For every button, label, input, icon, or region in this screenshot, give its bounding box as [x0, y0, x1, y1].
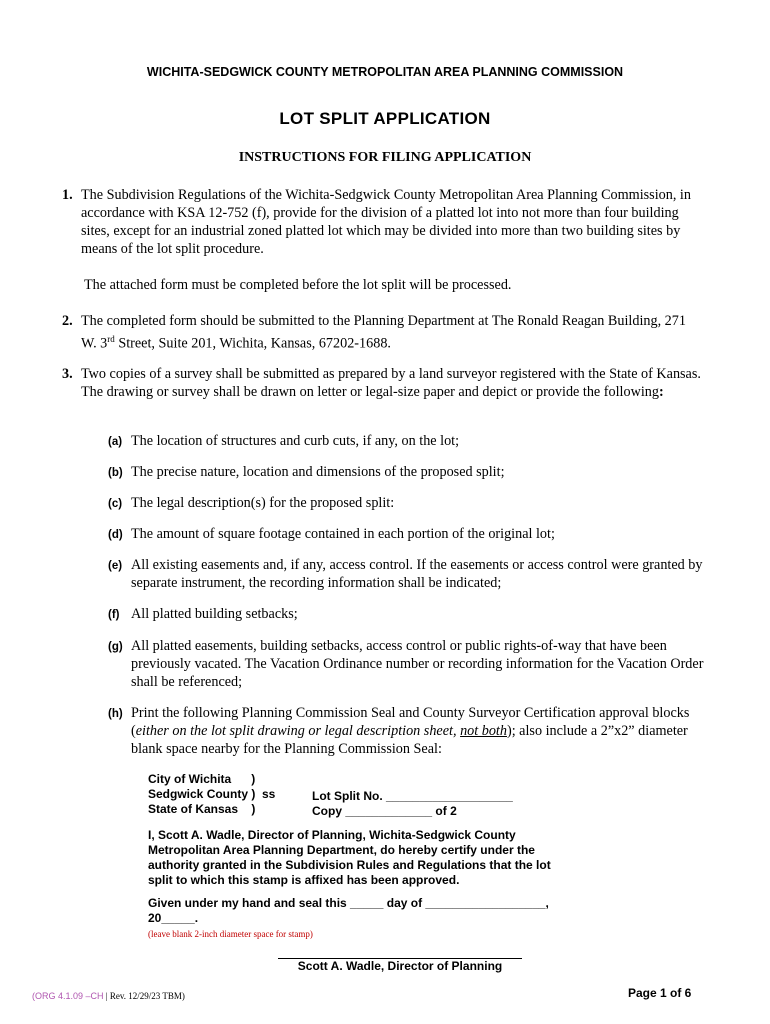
- instruction-item-3: [62, 365, 702, 401]
- sub-item-italic-text: either on the lot split drawing or legal description sheet,: [135, 723, 461, 739]
- sub-item-text: All platted easements, building setbacks, access control or public rights-of-way that have been previously vacated. The Vacation Ordinance number or recording information for the Vacation Order shall be referenced;: [131, 638, 704, 690]
- sub-item-text: All platted building setbacks;: [131, 606, 298, 622]
- certification-statement: I, Scott A. Wadle, Director of Planning, Wichita-Sedgwick County Metropolitan Area Planning Department, do hereby certify under the authority granted in the Subdivision Rules and Regulations that the lot split to which this stamp is affixed has been approved.: [148, 828, 551, 887]
- sub-item-label: (e): [108, 560, 123, 572]
- sub-item-label: (h): [108, 708, 123, 720]
- jurisdiction-line-city: City of Wichita ): [148, 772, 256, 786]
- given-date-line: Given under my hand and seal this _____ day of __________________,: [148, 896, 549, 910]
- lot-split-number-field: Lot Split No. ___________________: [312, 789, 513, 803]
- copy-number-field: Copy _____________ of 2: [312, 804, 457, 818]
- form-code-footer: [32, 991, 185, 1001]
- jurisdiction-line-state: State of Kansas ): [148, 802, 256, 816]
- sub-item-text: The location of structures and curb cuts, if any, on the lot;: [131, 433, 460, 449]
- given-year-line: 20_____.: [148, 911, 199, 925]
- instructions-heading: INSTRUCTIONS FOR FILING APPLICATION: [238, 150, 532, 165]
- sub-item-b: [108, 463, 708, 481]
- sub-item-text: [131, 704, 708, 758]
- item-text-part: Two copies of a survey shall be submitted as prepared by a land surveyor registered with the State of Kansas. The drawing or survey shall be drawn on letter or legal-size paper and depict or provide the following: [81, 366, 701, 400]
- item-colon: :: [658, 384, 664, 400]
- sub-item-text-part: Print the following Planning Commission Seal and County Surveyor Certification approval blocks (: [131, 705, 690, 739]
- item-text-part: The completed form should be submitted to the Planning Department at The Ronald Reagan Building, 271 W. 3: [81, 313, 686, 352]
- lot-split-number-block: [312, 789, 552, 819]
- item-text: [81, 312, 702, 353]
- commission-header: WICHITA-SEDGWICK COUNTY METROPOLITAN AREA PLANNING COMMISSION: [146, 65, 624, 79]
- sub-item-text: The amount of square footage contained in each portion of the original lot;: [131, 526, 555, 542]
- sub-item-label: (f): [108, 609, 120, 621]
- given-under-hand-block: [148, 896, 608, 926]
- instruction-item-1: [62, 186, 702, 258]
- sub-item-label: (g): [108, 641, 123, 653]
- sub-item-text-part: ); also include a 2”x2” diameter blank space nearby for the Planning Commission Seal:: [131, 723, 688, 757]
- sub-item-text: All existing easements and, if any, access control. If the easements or access control were granted by separate instrument, the recording information shall be indicated;: [131, 557, 703, 591]
- item-text: The Subdivision Regulations of the Wichita-Sedgwick County Metropolitan Area Planning Commission, in accordance with KSA 12-752 (f), provide for the division of a platted lot into not more than four building sites, except for an industrial zoned platted lot which may be divided into more than two building sites by means of the lot split procedure.: [81, 187, 691, 257]
- page-number: Page 1 of 6: [628, 986, 692, 1000]
- item-number: 2.: [62, 313, 73, 329]
- signatory-name: Scott A. Wadle, Director of Planning: [297, 959, 503, 973]
- document-title: LOT SPLIT APPLICATION: [279, 109, 491, 128]
- sub-item-d: [108, 525, 708, 543]
- seal-jurisdiction-block: [148, 772, 298, 817]
- attached-form-note: The attached form must be completed before the lot split will be processed.: [84, 277, 512, 293]
- form-code: (ORG 4.1.09 –CH: [32, 991, 104, 1001]
- item-text-part: Street, Suite 201, Wichita, Kansas, 67202-1688.: [114, 335, 391, 352]
- sub-item-label: (a): [108, 436, 123, 448]
- item-number: 1.: [62, 187, 73, 203]
- ordinal-suffix: rd: [107, 334, 115, 344]
- sub-item-c: [108, 494, 708, 512]
- sub-item-label: (d): [108, 529, 123, 541]
- stamp-space-note: (leave blank 2-inch diameter space for stamp): [148, 929, 313, 939]
- sub-item-text: The legal description(s) for the proposed split:: [131, 495, 395, 511]
- sub-item-text: The precise nature, location and dimensions of the proposed split;: [131, 464, 505, 480]
- sub-item-underlined-text: not both: [460, 723, 507, 739]
- sub-item-e: [108, 556, 708, 592]
- sub-item-label: (c): [108, 498, 123, 510]
- instruction-item-2: [62, 312, 702, 353]
- sub-item-label: (b): [108, 467, 123, 479]
- revision-info: | Rev. 12/29/23 TBM): [103, 991, 185, 1001]
- sub-item-g: [108, 637, 708, 691]
- sub-item-h: [108, 704, 708, 758]
- item-text: [81, 365, 702, 401]
- jurisdiction-line-county: Sedgwick County ) ss: [148, 787, 276, 801]
- sub-item-a: [108, 432, 708, 450]
- item-number: 3.: [62, 366, 73, 382]
- sub-item-f: [108, 605, 708, 623]
